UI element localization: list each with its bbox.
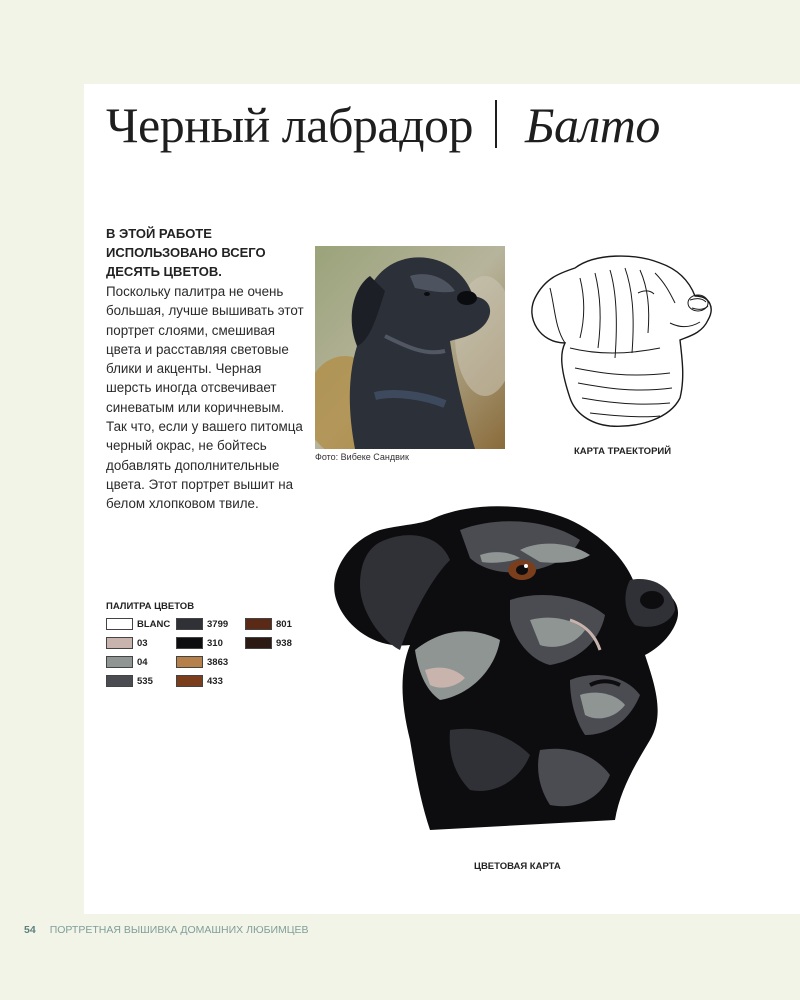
color-swatch [176, 675, 203, 687]
path-map-drawing [520, 248, 715, 438]
title-main: Черный лабрадор [106, 97, 474, 153]
color-swatch [106, 675, 133, 687]
color-map-caption: ЦВЕТОВАЯ КАРТА [474, 861, 561, 872]
palette-item [245, 636, 292, 650]
color-code: 535 [137, 675, 153, 687]
color-swatch [176, 656, 203, 668]
title-name: Балто [525, 97, 660, 153]
dog-photo-image [315, 246, 505, 449]
title-separator [495, 100, 497, 148]
book-title: ПОРТРЕТНАЯ ВЫШИВКА ДОМАШНИХ ЛЮБИМЦЕВ [49, 924, 309, 936]
intro-heading: В ЭТОЙ РАБОТЕ ИСПОЛЬЗОВАНО ВСЕГО ДЕСЯТЬ ЦВЕТОВ. [106, 226, 266, 279]
color-palette [106, 617, 346, 689]
color-code: 433 [207, 675, 223, 687]
palette-item [106, 636, 148, 650]
color-code: 04 [137, 656, 148, 668]
palette-item [176, 636, 223, 650]
intro-body: Поскольку палитра не очень большая, лучше вышивать этот портрет слоями, смешивая цвета и расставляя световые блики и акценты. Черная шерсть иногда отсвечивает синеватым или коричневым. Так что, если у вашего питомца черный окрас, не бойтесь добавлять дополнительные цвета. Этот портрет вышит на белом хлопковом твиле. [106, 284, 304, 512]
palette-item [106, 655, 148, 669]
color-swatch [245, 637, 272, 649]
color-code: 310 [207, 637, 223, 649]
palette-item [176, 655, 228, 669]
page-title [106, 96, 660, 154]
page-number: 54 [24, 924, 36, 936]
dog-photo [315, 246, 505, 449]
line-drawing-image [520, 248, 715, 438]
color-swatch [176, 618, 203, 630]
palette-item [245, 617, 292, 631]
page-footer [24, 924, 309, 936]
color-swatch [106, 637, 133, 649]
palette-item [176, 674, 223, 688]
color-map-image [330, 500, 690, 850]
palette-item [176, 617, 228, 631]
color-swatch [245, 618, 272, 630]
color-code: 3799 [207, 618, 229, 630]
color-code: 3863 [207, 656, 229, 668]
color-map-drawing [330, 500, 690, 850]
palette-item [106, 617, 170, 631]
path-map-caption: КАРТА ТРАЕКТОРИЙ [574, 446, 672, 457]
color-code: 03 [137, 637, 148, 649]
color-code: BLANC [137, 618, 171, 630]
photo-caption: Фото: Вибеке Сандвик [315, 452, 409, 462]
color-code: 801 [276, 618, 292, 630]
color-swatch [106, 618, 133, 630]
color-code: 938 [276, 637, 292, 649]
palette-heading: ПАЛИТРА ЦВЕТОВ [106, 601, 195, 612]
color-swatch [106, 656, 133, 668]
color-swatch [176, 637, 203, 649]
palette-item [106, 674, 153, 688]
